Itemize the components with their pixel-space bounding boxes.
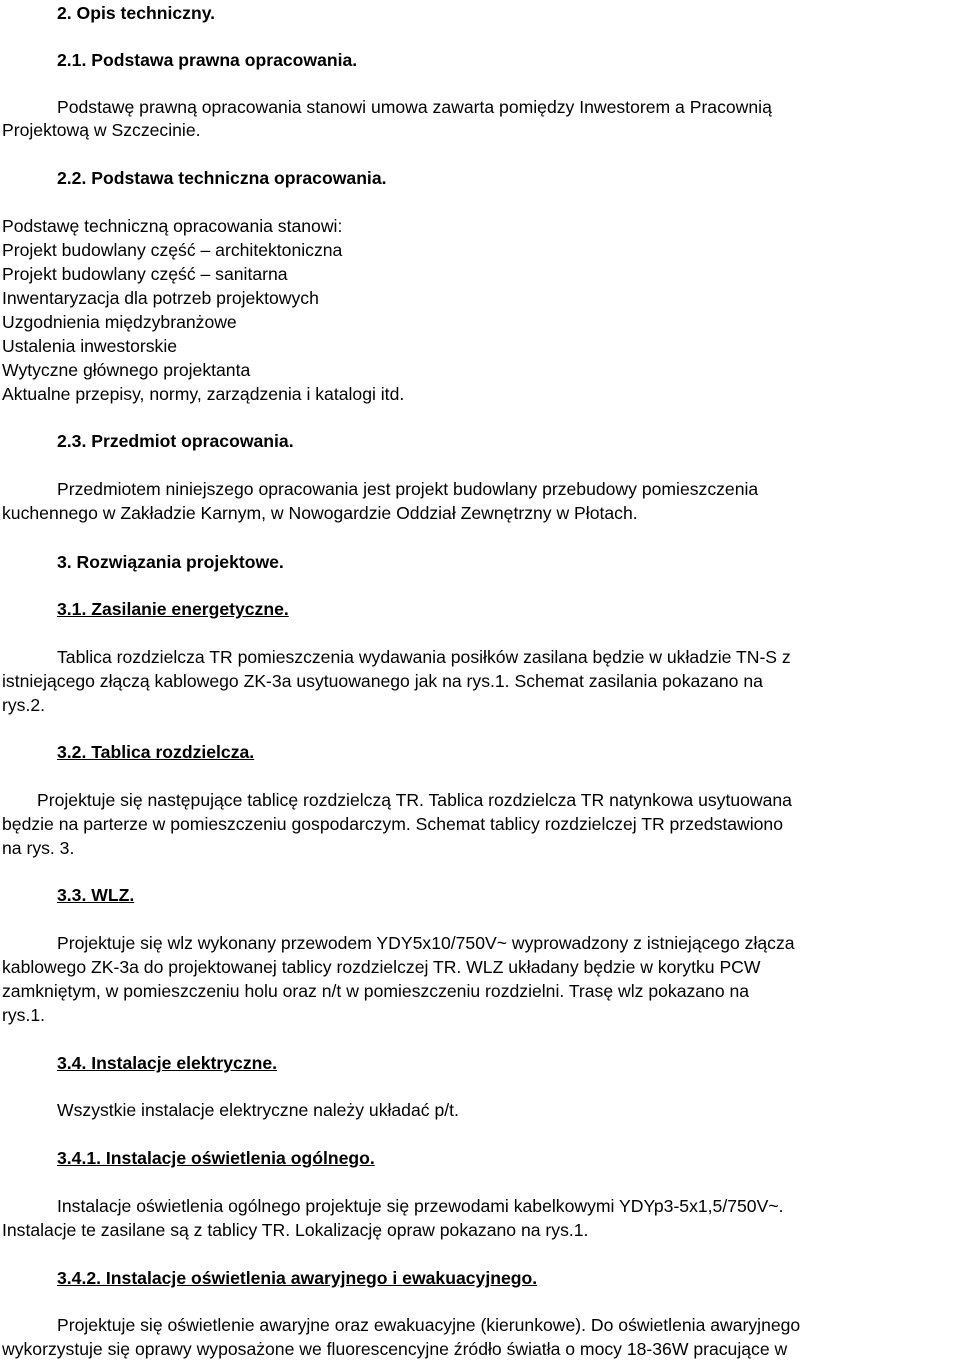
- basis-list-item: Uzgodnienia międzybranżowe: [2, 312, 237, 332]
- basis-list-item: Aktualne przepisy, normy, zarządzenia i katalogi itd.: [2, 384, 405, 404]
- basis-list-item: Wytyczne głównego projektanta: [2, 360, 251, 380]
- basis-list-item: Ustalenia inwestorskie: [2, 336, 178, 356]
- heading-2-2: 2.2. Podstawa techniczna opracowania.: [57, 168, 387, 188]
- paragraph-line: kuchennego w Zakładzie Karnym, w Nowogardzie Oddział Zewnętrzny w Płotach.: [2, 503, 638, 523]
- heading-3-4: 3.4. Instalacje elektryczne.: [57, 1053, 278, 1073]
- paragraph-line: Instalacje te zasilane są z tablicy TR. Lokalizację opraw pokazano na rys.1.: [2, 1220, 589, 1240]
- paragraph-line: rys.2.: [2, 695, 46, 715]
- heading-3-4-2: 3.4.2. Instalacje oświetlenia awaryjnego i ewakuacyjnego.: [57, 1268, 538, 1288]
- paragraph-line: Projektuje się oświetlenie awaryjne oraz ewakuacyjne (kierunkowe). Do oświetlenia awaryjnego: [57, 1315, 801, 1335]
- heading-3-1: 3.1. Zasilanie energetyczne.: [57, 599, 289, 619]
- heading-2-3: 2.3. Przedmiot opracowania.: [57, 431, 294, 451]
- paragraph-line: zamkniętym, w pomieszczeniu holu oraz n/t w pomieszczeniu rozdzielni. Trasę wlz pokazano na: [2, 981, 750, 1001]
- paragraph-line: będzie na parterze w pomieszczeniu gospodarczym. Schemat tablicy rozdzielczej TR przedstawiono: [2, 814, 784, 834]
- paragraph-line: Projektuje się wlz wykonany przewodem YDY5x10/750V~ wyprowadzony z istniejącego złącza: [57, 933, 795, 953]
- heading-2-1: 2.1. Podstawa prawna opracowania.: [57, 50, 358, 70]
- paragraph-line: Przedmiotem niniejszego opracowania jest projekt budowlany przebudowy pomieszczenia: [57, 479, 759, 499]
- paragraph-line: istniejącego złączą kablowego ZK-3a usytuowanego jak na rys.1. Schemat zasilania pokazano na: [2, 671, 763, 691]
- paragraph-line: kablowego ZK-3a do projektowanej tablicy rozdzielczej TR. WLZ układany będzie w korytku PCW: [2, 957, 761, 977]
- paragraph-line: na rys. 3.: [2, 838, 75, 858]
- basis-list-item: Inwentaryzacja dla potrzeb projektowych: [2, 288, 319, 308]
- paragraph-line: Podstawę prawną opracowania stanowi umowa zawarta pomiędzy Inwestorem a Pracownią: [57, 97, 772, 117]
- paragraph-line: Tablica rozdzielcza TR pomieszczenia wydawania posiłków zasilana będzie w układzie TN-S z: [57, 647, 791, 667]
- heading-3-2: 3.2. Tablica rozdzielcza.: [57, 742, 255, 762]
- heading-3-3: 3.3. WLZ.: [57, 885, 135, 905]
- heading-2: 2. Opis techniczny.: [57, 3, 216, 23]
- heading-3: 3. Rozwiązania projektowe.: [57, 552, 284, 572]
- basis-list-item: Projekt budowlany część – architektoniczna: [2, 240, 343, 260]
- basis-intro: Podstawę techniczną opracowania stanowi:: [2, 216, 343, 236]
- basis-list-item: Projekt budowlany część – sanitarna: [2, 264, 288, 284]
- paragraph-line: wykorzystuje się oprawy wyposażone we fluorescencyjne źródło światła o mocy 18-36W pracujące w: [2, 1339, 788, 1359]
- heading-3-4-1: 3.4.1. Instalacje oświetlenia ogólnego.: [57, 1148, 375, 1168]
- paragraph-line: Wszystkie instalacje elektryczne należy układać p/t.: [57, 1100, 459, 1120]
- paragraph-line: Projektuje się następujące tablicę rozdzielczą TR. Tablica rozdzielcza TR natynkowa usytuowana: [37, 790, 792, 810]
- paragraph-line: Instalacje oświetlenia ogólnego projektuje się przewodami kabelkowymi YDYp3-5x1,5/750V~.: [57, 1196, 784, 1216]
- paragraph-line: Projektową w Szczecinie.: [2, 120, 201, 140]
- paragraph-line: rys.1.: [2, 1005, 46, 1025]
